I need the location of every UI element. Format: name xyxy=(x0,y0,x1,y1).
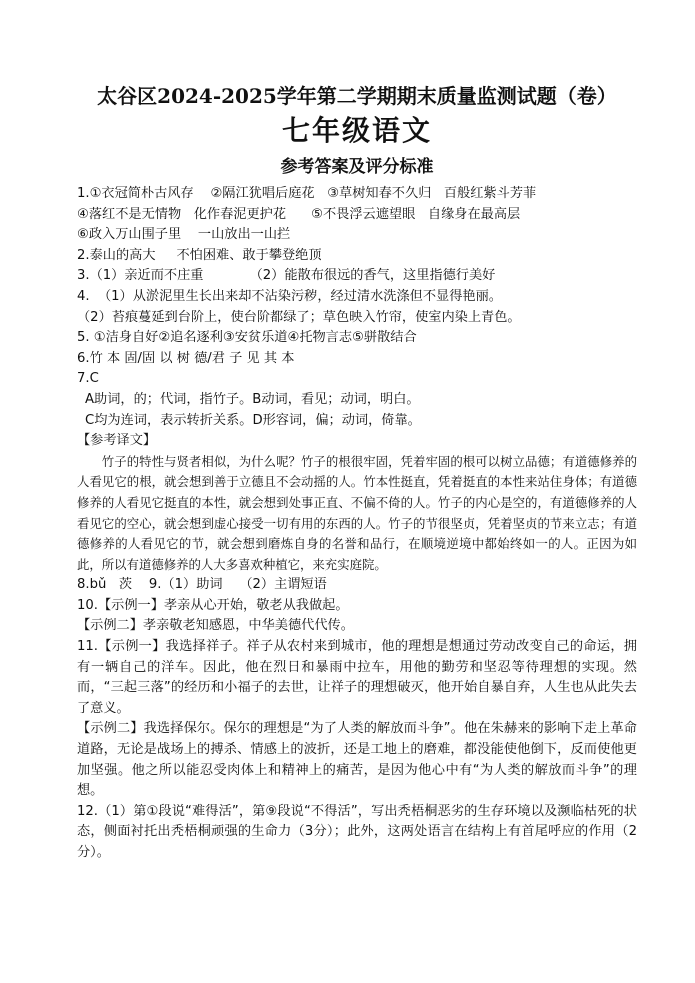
answer-q10-example2: 【示例二】孝亲敬老知感恩，中华美德代代传。 xyxy=(77,618,354,634)
subject-title: 七年级语文 xyxy=(281,114,432,147)
answer-q10-example1: 10.【示例一】孝亲从心开始，敬老从我做起。 xyxy=(77,597,349,613)
answer-q12: 12.（1）第①段说“难得活”，第⑨段说“不得活”，写出秃梧桐恶劣的生存环境以及濒临枯死的状态，侧面衬托出秃梧桐顽强的生命力（3分）；此外，这两处语言在结构上有首尾呼应的作用（2分）。 xyxy=(77,803,637,860)
answer-q4-line2: （2）苔痕蔓延到台阶上，使台阶都绿了；草色映入竹帘，使室内染上青色。 xyxy=(77,309,521,325)
translation-text: 竹子的特性与贤者相似，为什么呢？竹子的根很牢固，凭着牢固的根可以树立品德；有道德修养的人看见它的根，就会想到善于立德且不会动摇的人。竹本性挺直，凭着挺直的本性来站住身体；有道德修养的人看见它挺直的本性，就会想到处事正直、不偏不倚的人。竹子的内心是空的，有道德修养的人看见它的空心，就会想到虚心接受一切有用的东西的人。竹子的节很坚贞，凭着坚贞的节来立志；有道德修养的人看见它的节，就会想到磨炼自身的名誉和品行，在顺境逆境中都始终如一的人。正因为如此，所以有道德修养的人大多喜欢种植它，来充实庭院。 xyxy=(77,453,637,572)
answer-q7-explain1: A助词，的；代词，指竹子。B动词，看见；动词，明白。 xyxy=(85,391,420,407)
translation-block xyxy=(77,452,637,576)
answer-q2: 2.泰山的高大 不怕困难、敢于攀登绝顶 xyxy=(77,247,322,263)
answer-q3: 3.（1）亲近而不庄重 （2）能散布很远的香气，这里指德行美好 xyxy=(77,268,496,284)
answer-q4-line1: 4. （1）从淤泥里生长出来却不沾染污秽，经过清水洗涤但不显得艳丽。 xyxy=(77,288,502,304)
answer-q7: 7.C xyxy=(77,371,99,387)
answer-q11-example2: 【示例二】我选择保尔。保尔的理想是“为了人类的解放而斗争”。他在朱赫来的影响下走上革命道路，无论是战场上的搏杀、情感上的波折，还是工地上的磨难，都没能使他倒下，反而使他更加坚强。他之所以能忍受肉体上和精神上的痛苦，是因为他心中有“为人类的解放而斗争”的理想。 xyxy=(77,721,637,799)
answer-q8-q9: 8.bǔ 茨 9.（1）助词 （2）主谓短语 xyxy=(77,577,327,593)
answer-q1-line1: 1.①衣冠简朴古风存 ②隔江犹唱后庭花 ③草树知春不久归 百般红紫斗芳菲 xyxy=(77,186,537,201)
answer-q1-line2: ④落红不是无情物 化作春泥更护花 ⑤不畏浮云遮望眼 自缘身在最高层 xyxy=(77,206,521,222)
translation-heading: 【参考译文】 xyxy=(77,433,157,449)
answer-q6: 6.竹 本 固/固 以 树 德/君 子 见 其 本 xyxy=(77,350,295,366)
answer-body xyxy=(77,184,637,864)
answer-q11-example1: 11.【示例一】我选择祥子。祥子从农村来到城市，他的理想是想通过劳动改变自己的命运，拥有一辆自己的洋车。因此，他在烈日和暴雨中拉车，用他的勤劳和坚忍等待理想的实现。然而，“三起三落”的经历和小福子的去世，让祥子的理想破灭，他开始自暴自弃，人生也从此失去了意义。 xyxy=(77,639,637,716)
answer-q1-line3: ⑥政入万山围子里 一山放出一山拦 xyxy=(77,227,291,243)
answer-q5: 5. ①洁身自好②追名逐利③安贫乐道④托物言志⑤骈散结合 xyxy=(77,330,417,346)
answer-q7-explain2: C均为连词，表示转折关系。D形容词，偏；动词，倚靠。 xyxy=(85,412,421,428)
answer-key-subtitle: 参考答案及评分标准 xyxy=(280,157,434,177)
exam-title: 太谷区2024-2025学年第二学期期末质量监测试题（卷） xyxy=(97,84,617,108)
